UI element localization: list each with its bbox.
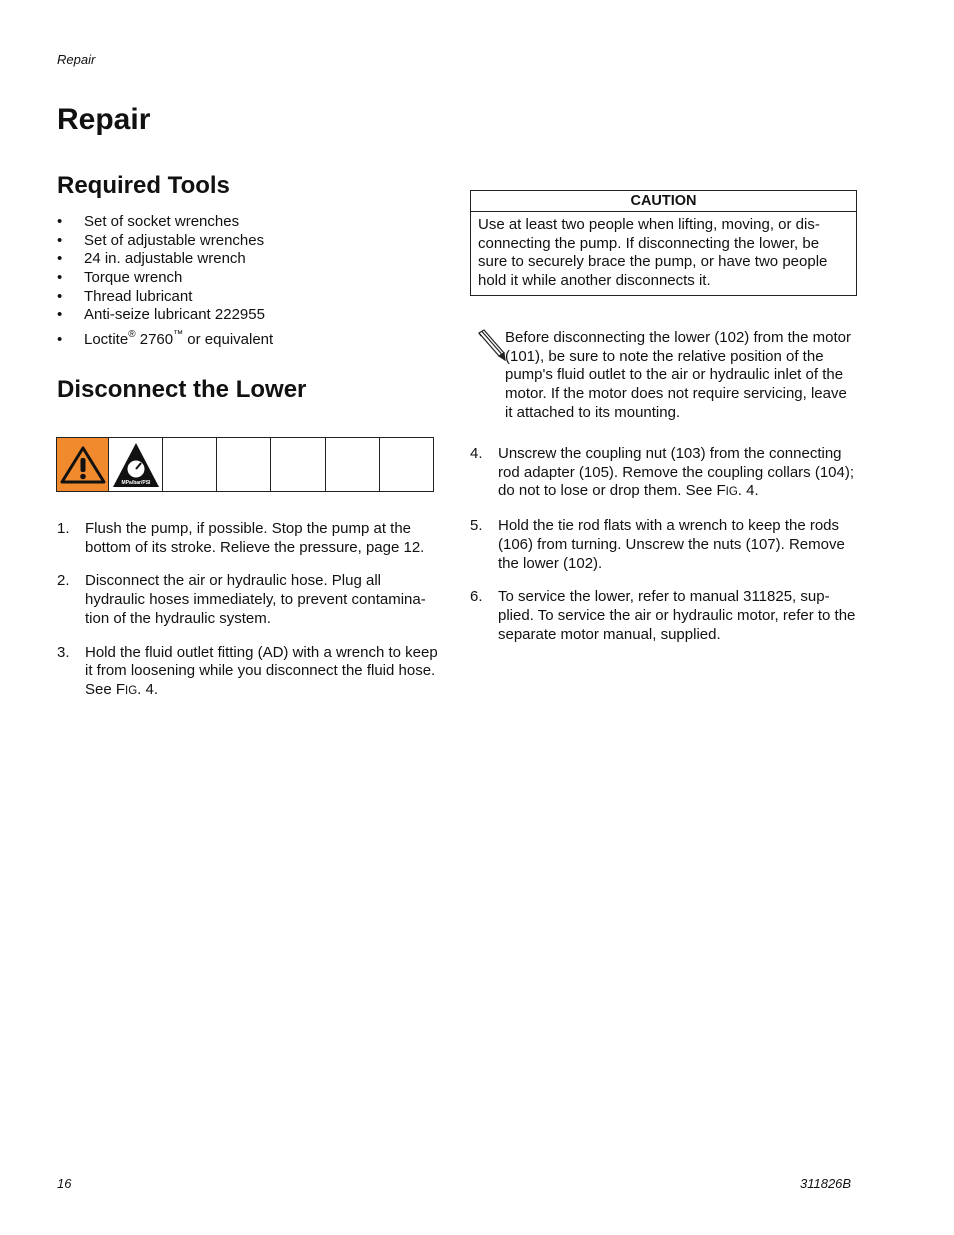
note-text: Before disconnecting the lower (102) from the motor (101), be sure to note the relative position of the pump's fluid outlet to the air or hydraulic inlet of the motor. If the motor does not require servicing, leave it attached to its mounting.: [505, 329, 852, 421]
empty-symbol-cell: [325, 438, 379, 491]
document-number: 311826B: [800, 1176, 852, 1191]
warning-cell: [57, 438, 108, 491]
disconnect-lower-heading: Disconnect the Lower: [57, 376, 307, 403]
warning-triangle-icon: [60, 445, 106, 485]
caution-box: [470, 190, 857, 296]
list-item: • Set of adjustable wrenches: [57, 231, 265, 249]
empty-symbol-cell: [379, 438, 433, 491]
disconnect-steps-right: [470, 445, 858, 659]
step-item: 4. Unscrew the coupling nut (103) from the connecting rod adapter (105). Remove the coupling collars (104); do not to lose or drop them. See FIG. 4.: [470, 445, 855, 500]
step-item: 3. Hold the fluid outlet fitting (AD) with a wrench to keep it from loosening while you disconnect the fluid hose. See FIG. 4.: [57, 643, 438, 698]
list-item: • 24 in. adjustable wrench: [57, 250, 246, 268]
pressure-units-label: MPa/bar/PSI: [121, 479, 150, 486]
disconnect-steps-left: [57, 520, 442, 716]
empty-symbol-cell: [162, 438, 216, 491]
page-title: Repair: [57, 103, 151, 136]
pressure-cell: [108, 438, 162, 491]
list-item: • Anti-seize lubricant 222955: [57, 306, 265, 324]
step-item: 1. Flush the pump, if possible. Stop the pump at the bottom of its stroke. Relieve the pressure, page 12.: [57, 520, 425, 556]
hazard-symbol-table: [56, 437, 434, 492]
page-number: 16: [57, 1176, 72, 1191]
list-item: • Set of socket wrenches: [57, 213, 240, 230]
running-header: Repair: [57, 52, 96, 67]
step-item: 6. To service the lower, refer to manual 311825, sup-plied. To service the air or hydraulic motor, refer to the separate motor manual, supplied.: [470, 588, 856, 643]
list-item: • Thread lubricant: [57, 287, 193, 305]
step-item: 5. Hold the tie rod flats with a wrench to keep the rods (106) from turning. Unscrew the nuts (107). Remove the lower (102).: [470, 517, 845, 572]
list-item: • Torque wrench: [57, 269, 183, 287]
list-item: • Loctite® 2760™ or equivalent: [57, 329, 274, 349]
empty-symbol-cell: [216, 438, 270, 491]
caution-text: Use at least two people when lifting, moving, or dis-connecting the pump. If disconnecting the lower, be sure to securely brace the pump, or have two people hold it while another disconnects it.: [478, 216, 828, 290]
required-tools-heading: Required Tools: [57, 172, 230, 199]
note-block: [470, 329, 858, 423]
pressure-gauge-icon: [112, 442, 160, 488]
caution-title: CAUTION: [471, 191, 856, 212]
required-tools-list: [57, 213, 437, 349]
empty-symbol-cell: [270, 438, 324, 491]
step-item: 2. Disconnect the air or hydraulic hose. Plug all hydraulic hoses immediately, to prevent contamina-tion of the hydraulic system.: [57, 572, 426, 627]
pencil-icon: [472, 329, 506, 361]
